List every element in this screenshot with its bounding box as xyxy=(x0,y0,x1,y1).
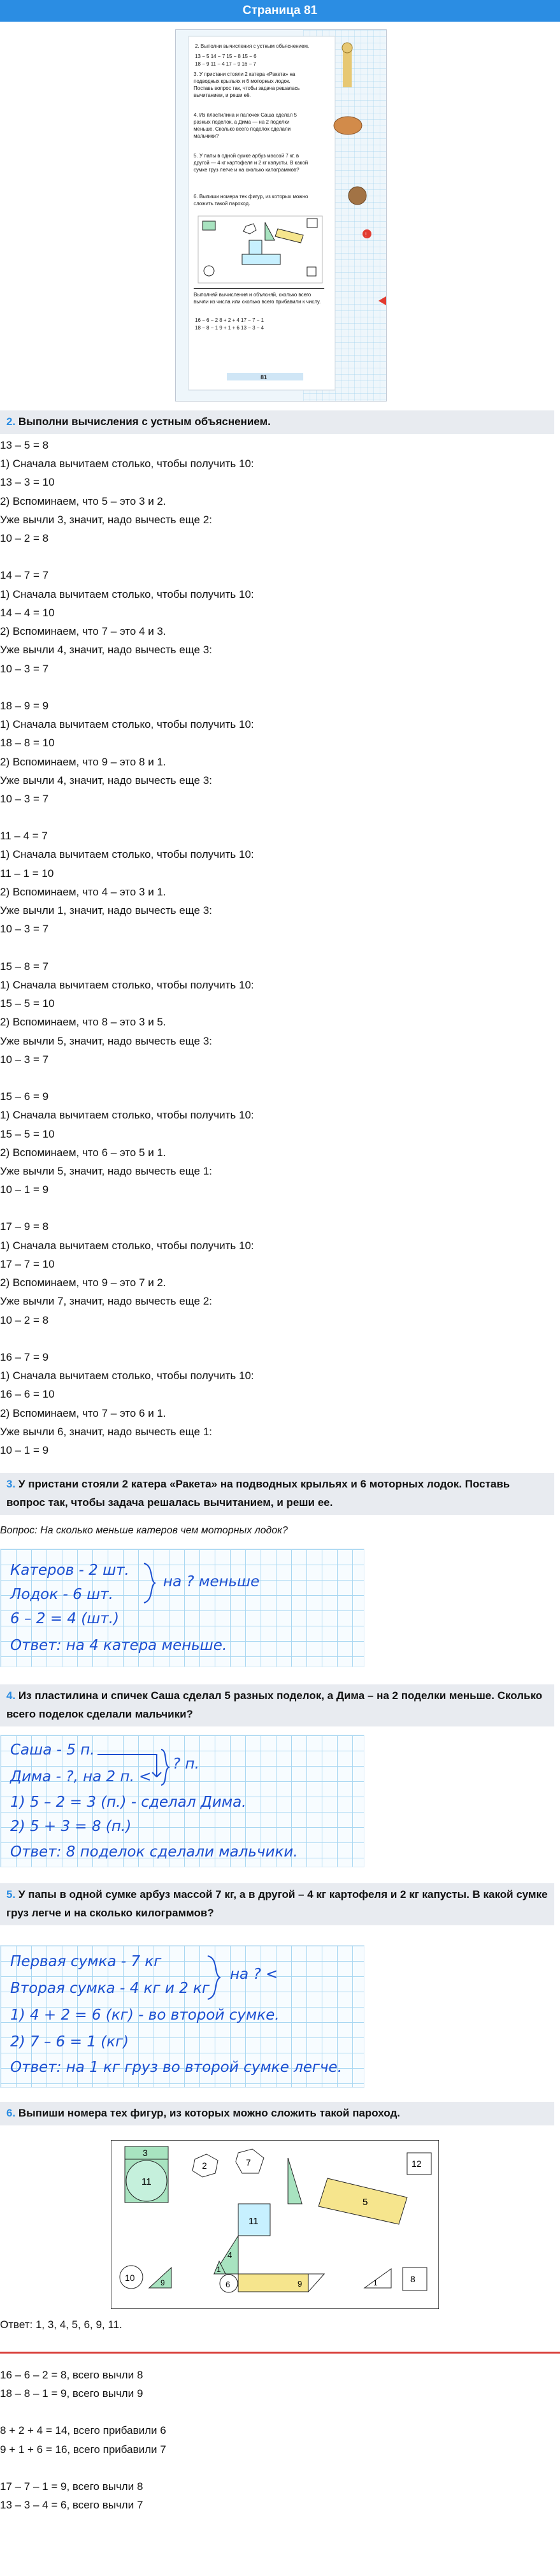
task-5-notebook xyxy=(0,1945,364,2088)
figure-label-3: 3 xyxy=(143,2148,148,2158)
task-3-heading xyxy=(0,1473,554,1515)
task-2-line: 17 – 9 = 8 xyxy=(0,1220,49,1233)
task-2-line: 1) Сначала вычитаем столько, чтобы получить 10: xyxy=(0,458,254,470)
book-bottom-row1: 16 − 6 − 2 8 + 2 + 4 17 − 7 − 1 xyxy=(195,317,264,323)
bottom-line: 16 – 6 – 2 = 8, всего вычли 8 xyxy=(0,2369,143,2381)
task-2-line: 2) Вспоминаем, что 7 – это 4 и 3. xyxy=(0,625,166,638)
task-2-line: 2) Вспоминаем, что 4 – это 3 и 1. xyxy=(0,885,166,898)
task-4-brace-label: ? п. xyxy=(173,1756,199,1772)
task-2-line: 10 – 3 = 7 xyxy=(0,923,49,936)
figure-label-5: 5 xyxy=(363,2197,368,2208)
bottom-line: 8 + 2 + 4 = 14, всего прибавили 6 xyxy=(0,2424,166,2437)
task-2-line xyxy=(0,1199,560,1217)
textbook-page-image xyxy=(175,29,387,402)
task-2-line: 18 – 9 = 9 xyxy=(0,699,49,712)
book-bottom-row2: 18 − 8 − 1 9 + 1 + 6 13 − 3 − 4 xyxy=(195,325,264,331)
task-2-line xyxy=(0,808,560,827)
figure-label-11-ship: 11 xyxy=(248,2216,259,2227)
task-3-title: У пристани стояли 2 катера «Ракета» на подводных крыльях и 6 моторных лодок. Поставь вопрос так, чтобы задача решалась вычитанием, и реши ее. xyxy=(6,1478,510,1509)
task-5-heading xyxy=(0,1883,554,1925)
task-2-line: 2) Вспоминаем, что 5 – это 3 и 2. xyxy=(0,495,166,507)
bottom-calculations xyxy=(0,2366,560,2514)
task-2-line: 17 – 7 = 10 xyxy=(0,1257,55,1270)
task-2-line: 10 – 2 = 8 xyxy=(0,1313,49,1326)
task-2-line xyxy=(0,939,560,957)
task-2-number: 2. xyxy=(6,416,16,428)
task-2-line: 1) Сначала вычитаем столько, чтобы получить 10: xyxy=(0,718,254,731)
task-5-number: 5. xyxy=(6,1888,16,1900)
task-2-line: 18 – 8 = 10 xyxy=(0,737,55,749)
task-2-line: Уже вычли 7, значит, надо вычесть еще 2: xyxy=(0,1295,212,1308)
bottom-line: 9 + 1 + 6 = 16, всего прибавили 7 xyxy=(0,2443,166,2456)
task-3-calc: 6 – 2 = 4 (шт.) xyxy=(10,1610,119,1627)
task-2-line: 15 – 5 = 10 xyxy=(0,997,55,1010)
task-2-line: 15 – 6 = 9 xyxy=(0,1090,49,1103)
task-2-line: 2) Вспоминаем, что 6 – это 5 и 1. xyxy=(0,1146,166,1159)
task-4-calc1: 1) 5 – 2 = 3 (п.) - сделал Дима. xyxy=(10,1794,247,1811)
figure-label-11: 11 xyxy=(141,2176,152,2187)
task-3-number: 3. xyxy=(6,1478,16,1490)
task-4-answer: Ответ: 8 поделок сделали мальчики. xyxy=(10,1844,298,1860)
task-2-line: 11 – 1 = 10 xyxy=(0,867,54,879)
task-4-notebook xyxy=(0,1735,364,1867)
task-2-line: 15 – 8 = 7 xyxy=(0,960,49,973)
task-2-line xyxy=(0,1329,560,1348)
task-2-line: Уже вычли 5, значит, надо вычесть еще 3: xyxy=(0,1034,212,1047)
bottom-line xyxy=(0,2403,560,2421)
task-2-line: 1) Сначала вычитаем столько, чтобы получить 10: xyxy=(0,588,254,600)
book-task-2-row2: 18 − 9 11 − 4 17 − 9 16 − 7 xyxy=(195,61,256,67)
task-2-line: 16 – 7 = 9 xyxy=(0,1350,49,1363)
task-3-brace-label: на ? меньше xyxy=(163,1574,260,1590)
task-6-figures xyxy=(111,2140,439,2309)
task-2-line: 1) Сначала вычитаем столько, чтобы получить 10: xyxy=(0,848,254,861)
task-2-line: 13 – 3 = 10 xyxy=(0,476,55,489)
book-page-number: 81 xyxy=(261,374,268,380)
task-2-line: Уже вычли 4, значит, надо вычесть еще 3: xyxy=(0,774,212,786)
task-2-line: 16 – 6 = 10 xyxy=(0,1388,55,1401)
figure-label-12: 12 xyxy=(412,2159,422,2169)
task-3-question: Вопрос: На сколько меньше катеров чем моторных лодок? xyxy=(0,1525,288,1536)
task-3-answer: Ответ: на 4 катера меньше. xyxy=(10,1637,227,1654)
task-5-brace-label: на ? < xyxy=(230,1966,278,1983)
task-6-answer: Ответ: 1, 3, 4, 5, 6, 9, 11. xyxy=(0,2319,122,2331)
task-6-title: Выпиши номера тех фигур, из которых можно сложить такой пароход. xyxy=(18,2107,400,2119)
task-4-line2: Дима - ?, на 2 п. < xyxy=(10,1769,152,1785)
figure-label-4: 4 xyxy=(227,2250,233,2260)
task-2-line: 10 – 1 = 9 xyxy=(0,1444,49,1457)
task-2-line: 2) Вспоминаем, что 9 – это 7 и 2. xyxy=(0,1277,166,1289)
task-5-brace xyxy=(205,1951,230,2007)
task-3-line1: Катеров - 2 шт. xyxy=(10,1562,129,1579)
task-2-solution xyxy=(0,436,560,1459)
task-2-line: 10 – 3 = 7 xyxy=(0,1053,49,1066)
figure-label-9-left: 9 xyxy=(161,2278,165,2287)
task-2-line: 15 – 5 = 10 xyxy=(0,1127,55,1140)
task-2-line: 10 – 1 = 9 xyxy=(0,1183,49,1196)
task-5-calc1: 1) 4 + 2 = 6 (кг) - во второй сумке. xyxy=(10,2007,280,2023)
book-task-4: 4. Из пластилина и палочек Саша сделал 5 разных поделок, а Дима — на 2 поделки меньше. Сколько всего поделок сделали мальчики? xyxy=(194,112,297,139)
bottom-line: 18 – 8 – 1 = 9, всего вычли 9 xyxy=(0,2387,143,2400)
task-2-line: 14 – 7 = 7 xyxy=(0,569,49,582)
task-5-line2: Вторая сумка - 4 кг и 2 кг xyxy=(10,1980,210,1997)
book-task-6: 6. Выпиши номера тех фигур, из которых можно сложить такой пароход. xyxy=(194,194,308,206)
task-2-line: 10 – 3 = 7 xyxy=(0,662,49,675)
task-2-line: 2) Вспоминаем, что 7 – это 6 и 1. xyxy=(0,1407,166,1419)
task-3-line2: Лодок - 6 шт. xyxy=(10,1586,113,1603)
bottom-line: 13 – 3 – 4 = 6, всего вычли 7 xyxy=(0,2499,143,2512)
task-2-title: Выполни вычисления с устным объяснением. xyxy=(18,416,271,428)
book-task-3: 3. У пристани стояли 2 катера «Ракета» на подводных крыльях и 6 моторных лодок. Поставь вопрос так, чтобы задача решалась вычитанием, и реши её. xyxy=(194,71,300,98)
task-2-line: 10 – 2 = 8 xyxy=(0,532,49,545)
figure-label-10: 10 xyxy=(125,2273,135,2283)
task-6-number: 6. xyxy=(6,2107,16,2119)
figure-label-6: 6 xyxy=(226,2280,231,2289)
page-title: Страница 81 xyxy=(0,0,560,22)
task-4-calc2: 2) 5 + 3 = 8 (п.) xyxy=(10,1818,132,1835)
figure-label-8: 8 xyxy=(410,2274,415,2284)
figure-label-1: 1 xyxy=(217,2265,221,2274)
svg-text:!: ! xyxy=(365,231,367,238)
task-2-heading xyxy=(0,410,554,434)
figure-label-1-right: 1 xyxy=(373,2278,378,2287)
task-6-heading xyxy=(0,2102,554,2125)
task-2-line: 14 – 4 = 10 xyxy=(0,606,55,619)
task-2-line: Уже вычли 5, значит, надо вычесть еще 1: xyxy=(0,1164,212,1177)
task-4-line1: Саша - 5 п. xyxy=(10,1742,95,1758)
task-2-line: Уже вычли 6, значит, надо вычесть еще 1: xyxy=(0,1425,212,1438)
task-4-title: Из пластилина и спичек Саша сделал 5 разных поделок, а Дима – на 2 поделки меньше. Сколько всего поделок сделали мальчики? xyxy=(6,1690,543,1720)
task-2-line: 2) Вспоминаем, что 8 – это 3 и 5. xyxy=(0,1016,166,1029)
task-3-notebook xyxy=(0,1549,364,1667)
book-task-2-row1: 13 − 5 14 − 7 15 − 8 15 − 6 xyxy=(195,54,257,59)
book-bottom-instruction: Выполняй вычисления и объясняй, сколько всего вычли из числа или сколько всего прибавили к числу. xyxy=(194,292,321,305)
task-2-line: 13 – 5 = 8 xyxy=(0,439,49,451)
task-4-number: 4. xyxy=(6,1690,16,1702)
figure-label-9: 9 xyxy=(298,2279,303,2289)
task-2-line: 1) Сначала вычитаем столько, чтобы получить 10: xyxy=(0,1370,254,1382)
task-2-line: 1) Сначала вычитаем столько, чтобы получить 10: xyxy=(0,978,254,991)
task-5-answer: Ответ: на 1 кг груз во второй сумке легче. xyxy=(10,2059,343,2076)
task-2-line xyxy=(0,678,560,697)
task-4-heading xyxy=(0,1684,554,1726)
task-2-line: Уже вычли 1, значит, надо вычесть еще 3: xyxy=(0,904,212,917)
book-task-2: 2. Выполни вычисления с устным объяснением. xyxy=(195,43,310,49)
task-2-line: Уже вычли 4, значит, надо вычесть еще 3: xyxy=(0,644,212,656)
task-2-line: 2) Вспоминаем, что 9 – это 8 и 1. xyxy=(0,755,166,768)
task-5-line1: Первая сумка - 7 кг xyxy=(10,1953,162,1970)
section-divider xyxy=(0,2352,560,2354)
task-2-line xyxy=(0,1069,560,1087)
figure-label-7: 7 xyxy=(246,2157,251,2167)
task-4-diagram xyxy=(96,1742,173,1799)
task-2-line: 1) Сначала вычитаем столько, чтобы получить 10: xyxy=(0,1239,254,1252)
task-2-line: 10 – 3 = 7 xyxy=(0,792,49,805)
task-2-line: 1) Сначала вычитаем столько, чтобы получить 10: xyxy=(0,1109,254,1122)
figure-label-2: 2 xyxy=(202,2160,207,2171)
book-task-5: 5. У папы в одной сумке арбуз массой 7 кг, в другой — 4 кг картофеля и 2 кг капусты. В какой сумке груз легче и на сколько килограммов? xyxy=(194,153,308,173)
task-2-line: 11 – 4 = 7 xyxy=(0,830,48,843)
task-3-brace xyxy=(141,1561,160,1605)
task-5-calc2: 2) 7 – 6 = 1 (кг) xyxy=(10,2034,129,2050)
bottom-line: 17 – 7 – 1 = 9, всего вычли 8 xyxy=(0,2480,143,2493)
task-2-line: Уже вычли 3, значит, надо вычесть еще 2: xyxy=(0,513,212,526)
task-2-line xyxy=(0,547,560,566)
bottom-line xyxy=(0,2459,560,2477)
task-5-title: У папы в одной сумке арбуз массой 7 кг, а в другой – 4 кг картофеля и 2 кг капусты. В какой сумке груз легче и на сколько килограммов? xyxy=(6,1888,548,1919)
